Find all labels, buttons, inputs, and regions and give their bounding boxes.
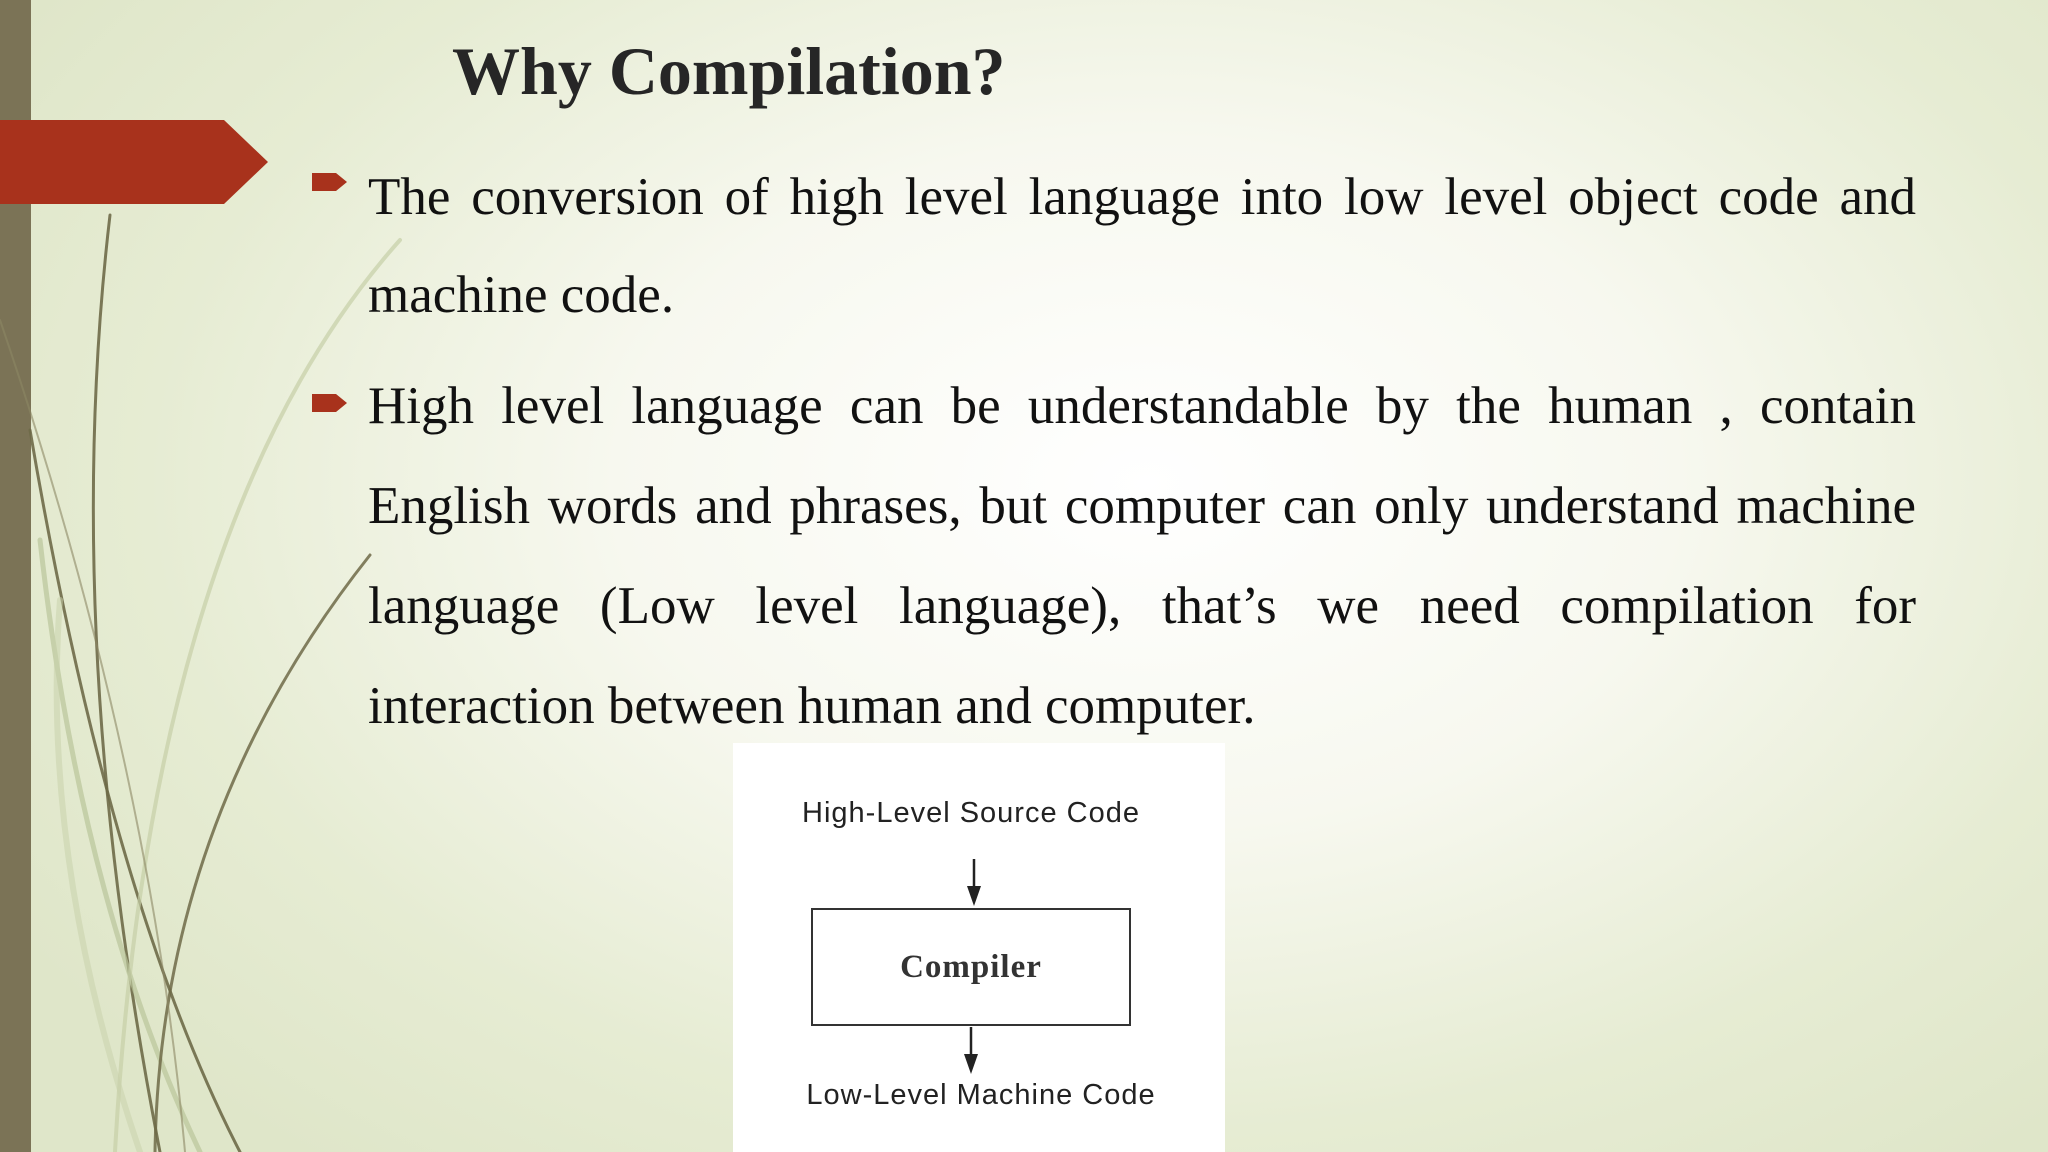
slide-title: Why Compilation? [452,33,1006,109]
bullet-text-2: High level language can be understandable by the human , contain English words and phrases, but computer can only understand machine language (Low level language), that’s we need compilation for interaction between human and computer. [368,377,1916,735]
source-code-label: High-Level Source Code [802,797,1140,829]
accent-ribbon [0,120,268,204]
arrow-bullet-icon [312,393,348,413]
bullet-text-1: The conversion of high level language into low level object code and machine code. [368,168,1916,324]
machine-code-label: Low-Level Machine Code [806,1079,1156,1111]
arrow-bullet-icon [312,172,348,192]
compiler-diagram [733,743,1225,1152]
compiler-label: Compiler [900,948,1042,985]
compiler-box [811,908,1131,1026]
